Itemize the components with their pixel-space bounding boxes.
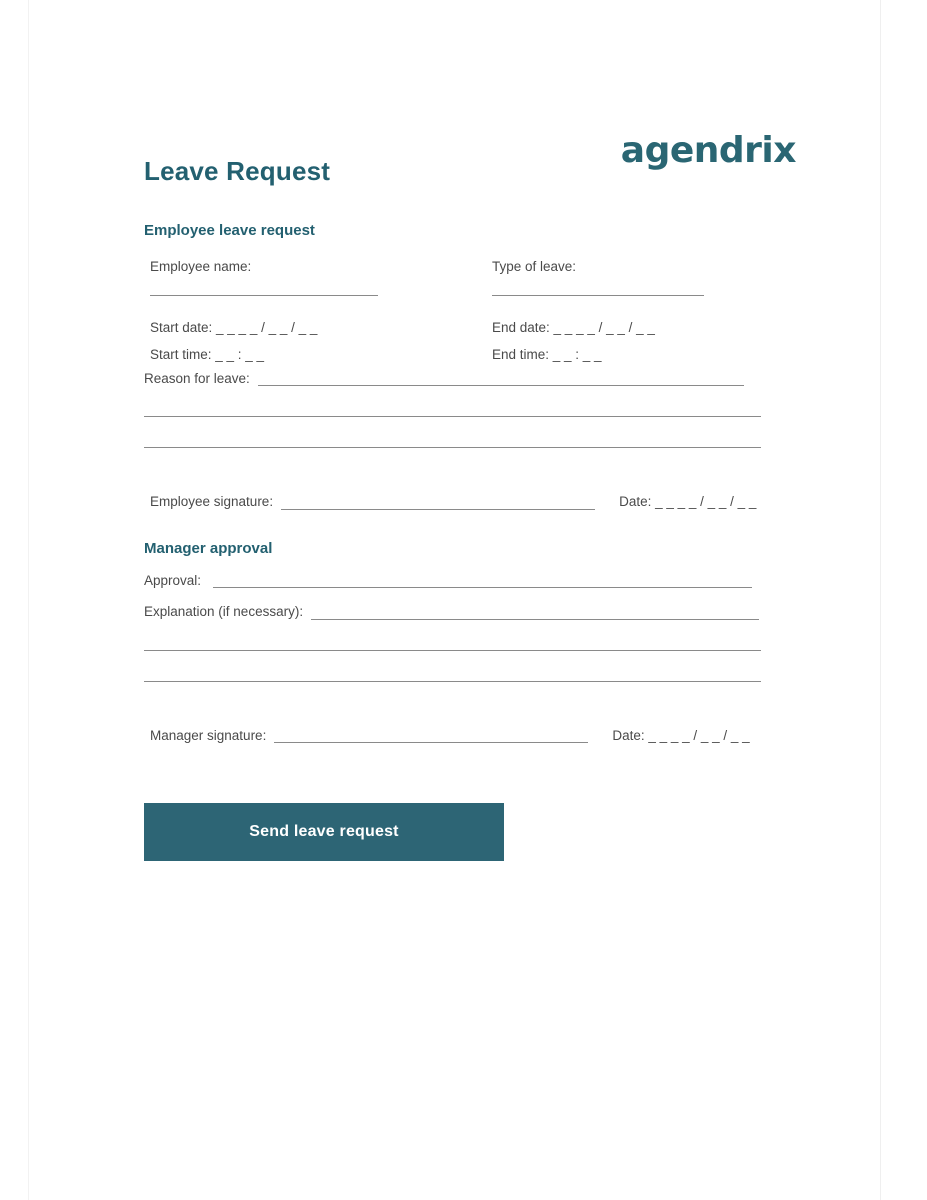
approval-input[interactable] [213, 574, 752, 588]
explanation-input-line-3[interactable] [144, 680, 761, 682]
type-of-leave-label: Type of leave: [492, 259, 577, 274]
spacer [492, 296, 792, 314]
page-edge-right [880, 0, 881, 1200]
send-leave-request-button[interactable]: Send leave request [144, 803, 504, 861]
manager-signature-input[interactable] [274, 729, 588, 743]
explanation-input-line-1[interactable] [311, 606, 759, 620]
manager-signature-label: Manager signature: [150, 727, 267, 743]
approval-label: Approval: [144, 572, 202, 588]
employee-signature-date[interactable]: Date: _ _ _ _ / _ _ / _ _ [619, 494, 757, 510]
agendrix-logo: agendrix [620, 130, 796, 171]
employee-name-input[interactable] [150, 277, 378, 296]
employee-signature-input[interactable] [281, 496, 595, 510]
explanation-input-line-2[interactable] [144, 649, 761, 651]
manager-section-heading: Manager approval [144, 539, 273, 557]
start-date-label[interactable]: Start date: _ _ _ _ / _ _ / _ _ [150, 320, 318, 335]
reason-for-leave-label: Reason for leave: [144, 371, 250, 386]
type-of-leave-input[interactable] [492, 277, 704, 296]
page-edge-left [28, 0, 29, 1200]
employee-fields-left-column [150, 257, 450, 368]
reason-for-leave-input-line-1[interactable] [258, 372, 744, 386]
manager-signature-row [144, 728, 794, 743]
explanation-row [144, 604, 794, 619]
employee-section-heading: Employee leave request [144, 222, 315, 239]
start-time-label[interactable]: Start time: _ _ : _ _ [150, 347, 265, 362]
end-date-label[interactable]: End date: _ _ _ _ / _ _ / _ _ [492, 320, 655, 335]
reason-for-leave-row [144, 371, 794, 386]
approval-row [144, 573, 794, 588]
employee-signature-row [144, 494, 794, 509]
manager-section [144, 540, 794, 743]
end-time-label[interactable]: End time: _ _ : _ _ [492, 347, 602, 362]
employee-fields-right-column [492, 257, 792, 368]
document-header [144, 120, 794, 200]
form-content [144, 120, 794, 861]
reason-for-leave-input-line-2[interactable] [144, 415, 761, 417]
page-title: Leave Request [144, 156, 331, 186]
manager-signature-date[interactable]: Date: _ _ _ _ / _ _ / _ _ [612, 727, 750, 743]
spacer [150, 296, 450, 314]
employee-fields [144, 257, 794, 367]
employee-signature-label: Employee signature: [150, 494, 274, 510]
reason-for-leave-input-line-3[interactable] [144, 446, 761, 448]
explanation-label: Explanation (if necessary): [144, 604, 304, 620]
employee-name-label: Employee name: [150, 259, 252, 274]
